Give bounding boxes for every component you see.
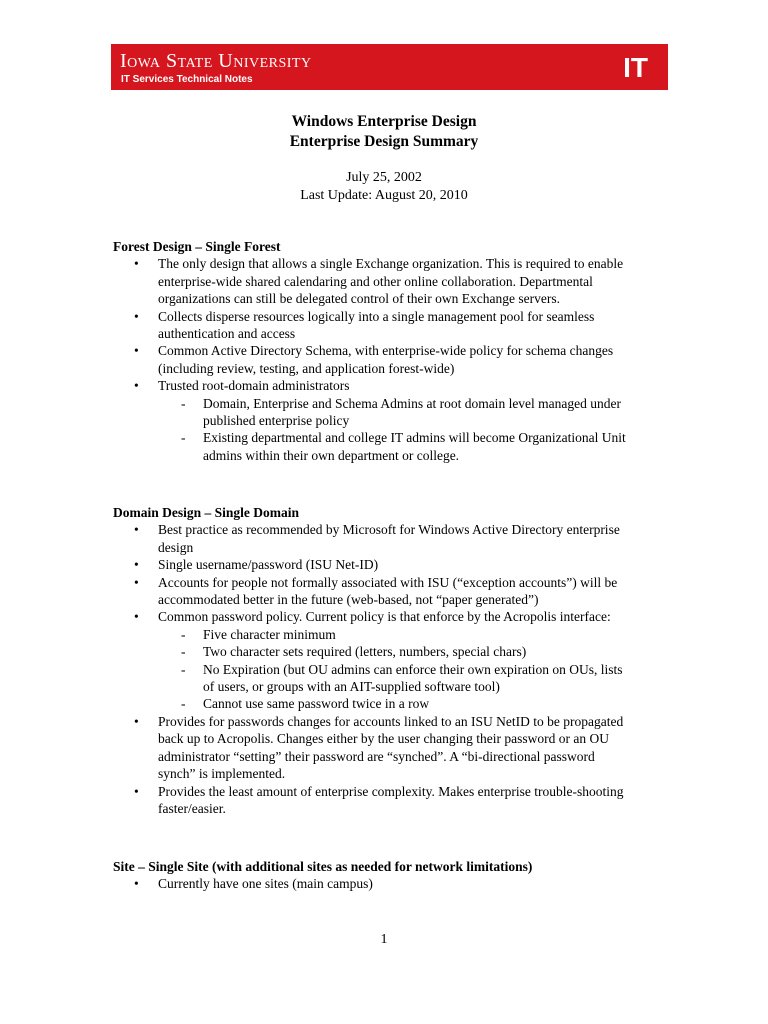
title-line-2: Enterprise Design Summary: [289, 133, 479, 150]
title-line-1: Windows Enterprise Design: [291, 113, 477, 130]
list-item: • The only design that allows a single Exchange organization. This is required to enable enterprise-wide shared calendaring and other online collaboration. Departmental organizations can still be delegated control of their own Exchange servers.: [113, 255, 633, 307]
sub-list-item: - Domain, Enterprise and Schema Admins at root domain level managed under published enterprise policy: [158, 395, 633, 430]
header-subtitle: IT Services Technical Notes: [121, 74, 253, 85]
list-item: • Common password policy. Current policy is that enforce by the Acropolis interface:: [113, 608, 633, 625]
document-dates: [0, 169, 768, 205]
list-item: • Best practice as recommended by Microsoft for Windows Active Directory enterprise design: [113, 521, 633, 556]
section-forest-design: [113, 238, 633, 464]
sub-list-item: - Cannot use same password twice in a row: [158, 695, 633, 712]
list-item: • Provides for passwords changes for accounts linked to an ISU NetID to be propagated back up to Acropolis. Changes either by the user changing their password or an OU administrator “setting” their password are “synched”. A “bi-directional password synch” is implemented.: [113, 713, 633, 783]
list-item: • Currently have one sites (main campus): [113, 875, 633, 892]
section-heading: Forest Design – Single Forest: [113, 239, 281, 254]
list-item: • Common Active Directory Schema, with enterprise-wide policy for schema changes (including review, testing, and application forest-wide): [113, 342, 633, 377]
university-name: Iowa State University: [120, 50, 312, 72]
page-number: 1: [380, 932, 388, 947]
header-banner: [111, 44, 668, 90]
date: July 25, 2002: [346, 170, 422, 185]
section-domain-design: [113, 504, 633, 817]
it-logo: IT: [623, 52, 648, 83]
list-item: • Single username/password (ISU Net-ID): [113, 556, 633, 573]
list-item: • Provides the least amount of enterprise complexity. Makes enterprise trouble-shooting faster/easier.: [113, 783, 633, 818]
sub-list-item: - Two character sets required (letters, numbers, special chars): [158, 643, 633, 660]
list-item: • Trusted root-domain administrators: [113, 377, 633, 394]
document-title: [0, 112, 768, 152]
last-update: Last Update: August 20, 2010: [300, 188, 468, 203]
sub-list-item: - No Expiration (but OU admins can enforce their own expiration on OUs, lists of users, or groups with an AIT-supplied software tool): [158, 661, 633, 696]
sub-list-item: - Five character minimum: [158, 626, 633, 643]
section-heading: Site – Single Site (with additional sites as needed for network limitations): [113, 859, 533, 874]
section-heading: Domain Design – Single Domain: [113, 505, 300, 520]
section-site-design: [113, 858, 633, 893]
sub-list-item: - Existing departmental and college IT admins will become Organizational Unit admins within their own department or college.: [158, 429, 633, 464]
list-item: • Collects disperse resources logically into a single management pool for seamless authentication and access: [113, 308, 633, 343]
list-item: • Accounts for people not formally associated with ISU (“exception accounts”) will be accommodated better in the future (web-based, not “paper generated”): [113, 574, 633, 609]
